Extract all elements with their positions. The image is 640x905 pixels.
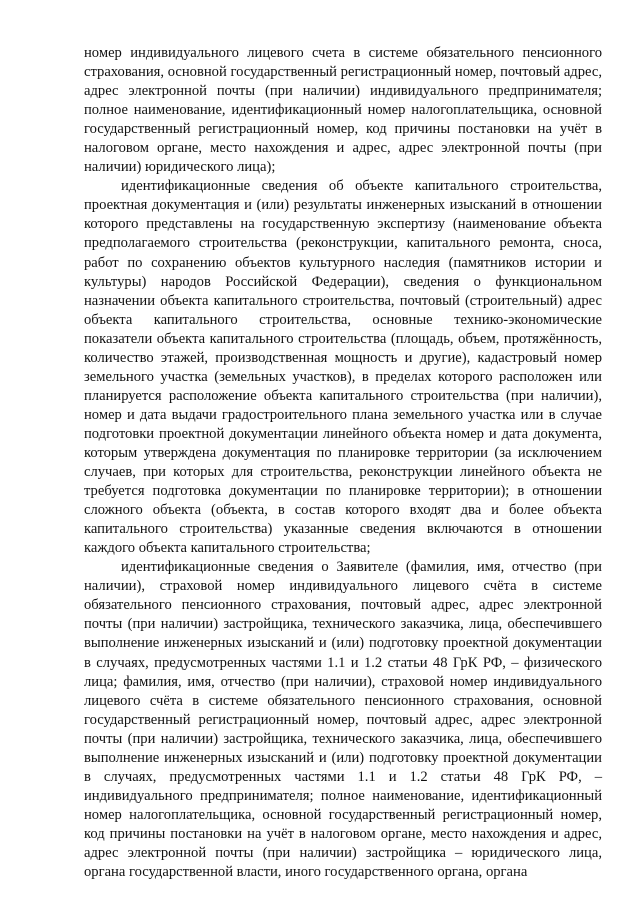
paragraph-continuation: номер индивидуального лицевого счета в системе обязательного пенсионного страхования, основной государственный регистрационный номер, почтовый адрес, адрес электронной почты (при наличии) индивидуального предпринимателя; полное наименование, идентификационный номер налогоплательщика, основной государственный регистрационный номер, код причины постановки на учёт в налоговом органе, место нахождения и адрес, адрес электронной почты (при наличии) юридического лица); [84,45,602,176]
paragraph-applicant-info: идентификационные сведения о Заявителе (фамилия, имя, отчество (при наличии), страховой номер индивидуального лицевого счёта в системе обязательного пенсионного страхования, почтовый адрес, адрес электронной почты (при наличии) застройщика, технического заказчика, лица, обеспечившего выполнение инженерных изысканий и (или) подготовку проектной документации в случаях, предусмотренных частями 1.1 и 1.2 статьи 48 ГрК РФ, – физического лица; фамилия, имя, отчество (при наличии), страховой номер индивидуального лицевого счёта в системе обязательного пенсионного страхования, основной государственный регистрационный номер, почтовый адрес, адрес электронной почты (при наличии) застройщика, технического заказчика, лица, обеспечившего выполнение инженерных изысканий и (или) подготовку проектной документации в случаях, предусмотренных частями 1.1 и 1.2 статьи 48 ГрК РФ, – индивидуального предпринимателя; полное наименование, идентификационный номер налогоплательщика, основной государственный регистрационный номер, код причины постановки на учёт в налоговом органе, место нахождения и адрес, адрес электронной почты (при наличии) застройщика – юридического лица, органа государственной власти, иного государственного органа, органа [84,559,602,881]
paragraph-object-info: идентификационные сведения об объекте капитального строительства, проектная документация и (или) результаты инженерных изысканий в отношении которого представлены на государственную экспертизу (наименование объекта предполагаемого строительства (реконструкции, капитального ремонта, сноса, работ по сохранению объектов культурного наследия (памятников истории и культуры) народов Российской Федерации), сведения о функциональном назначении объекта капитального строительства, почтовый (строительный) адрес объекта капитального строительства, основные технико-экономические показатели объекта капитального строительства (площадь, объем, протяжённость, количество этажей, производственная мощность и другие), кадастровый номер земельного участка (земельных участков), в пределах которого расположен или планируется расположение объекта капитального строительства (при наличии), номер и дата выдачи градостроительного плана земельного участка или в случае подготовки проектной документации линейного объекта номер и дата документа, которым утверждена документация по планировке территории (за исключением случаев, при которых для строительства, реконструкции линейного объекта не требуется подготовка документации по планировке территории); в отношении сложного объекта (объекта, в состав которого входят два и более объекта капитального строительства) указанные сведения включаются в отношении каждого объекта капитального строительства; [84,178,602,557]
document-page [84,44,602,882]
